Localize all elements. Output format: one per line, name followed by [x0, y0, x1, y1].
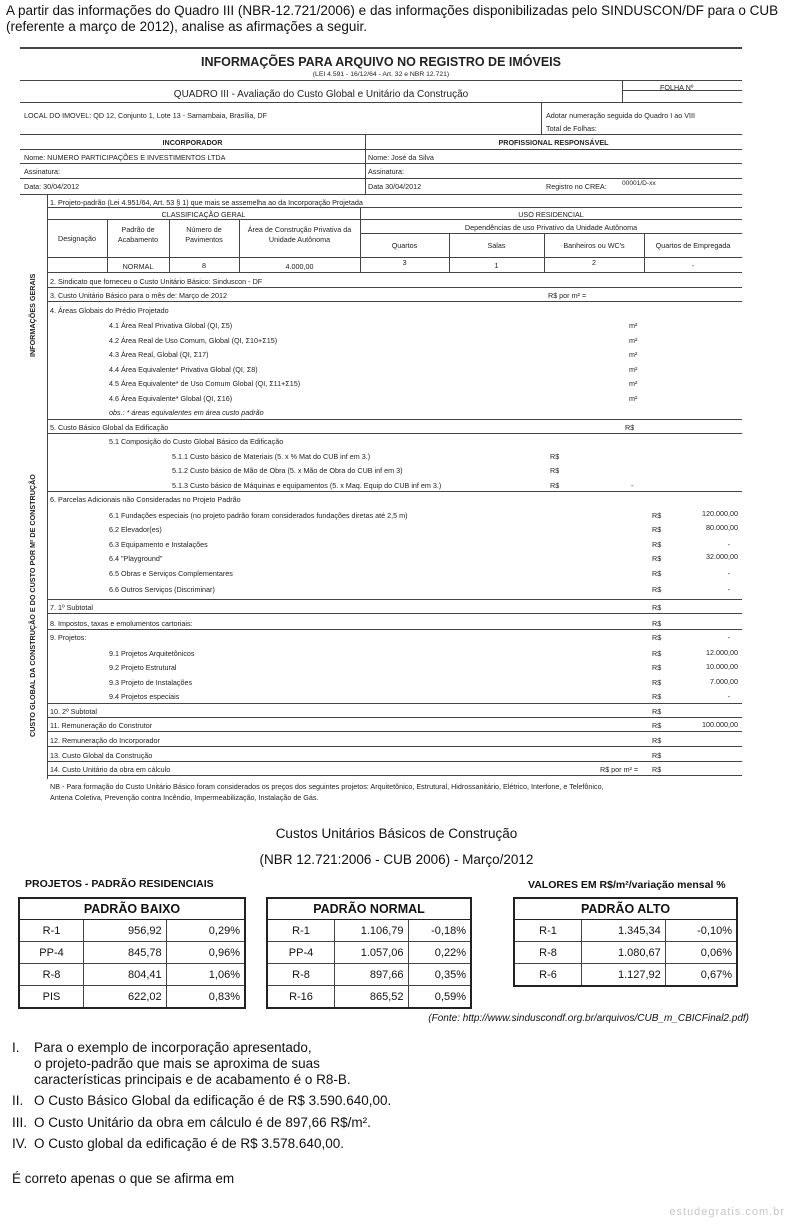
folha-label: FOLHA Nº [660, 83, 694, 92]
table-row [514, 920, 737, 942]
statement-line: Para o exemplo de incorporação apresentado, [34, 1040, 312, 1055]
m2-unit: m² [629, 321, 638, 330]
table-row [19, 964, 245, 986]
cub-cell: 622,02 [84, 986, 167, 1009]
cub-cell: 1.080,67 [582, 942, 666, 964]
col-salas: Salas [487, 241, 506, 250]
nome-profissional: Nome: José da Silva [368, 153, 434, 162]
data-profissional: Data 30/04/2012 [368, 182, 422, 191]
cub-cell: 804,41 [84, 964, 167, 986]
table-row [267, 964, 471, 986]
section-9: 9. Projetos: [50, 633, 87, 642]
dash: - [631, 481, 634, 490]
side-label-info: INFORMAÇÕES GERAIS [28, 273, 37, 357]
section-3: 3. Custo Unitário Básico para o mês de: Março de 2012 [50, 291, 227, 300]
area-4-5: 4.5 Área Equivalente* de Uso Comum Global (QI, Σ11+Σ15) [109, 379, 301, 388]
section-5-1: 5.1 Composição do Custo Global Básico da Edificação [109, 437, 284, 446]
rs-label: R$ [550, 466, 560, 475]
custo-5-1-3: 5.1.3 Custo básico de Máquinas e equipamentos (5. x Maq. Equip do CUB inf em 3.) [172, 481, 442, 490]
cub-cell: 1.345,34 [582, 920, 666, 942]
cub-cell: 845,78 [84, 942, 167, 964]
profissional-header: PROFISSIONAL RESPONSÁVEL [498, 138, 609, 147]
col-quartos: Quartos [391, 241, 418, 250]
table-row [19, 920, 245, 942]
statement-ii [12, 1093, 391, 1109]
statement-text: O Custo Unitário da obra em cálculo é de 897,66 R$/m². [34, 1115, 371, 1130]
cub-cell: 956,92 [84, 920, 167, 942]
table-row [267, 986, 471, 1009]
nb-note-2: Antena Coletiva, Prevenção contra Incêndio, Impermeabilização, Instalação de Gás. [50, 793, 319, 802]
rs-label: R$ [652, 585, 662, 594]
area-4-4: 4.4 Área Equivalente* Privativa Global (QI, Σ8) [109, 365, 258, 374]
statement-iv [12, 1136, 344, 1152]
statement-text: O Custo Básico Global da edificação é de R$ 3.590.640,00. [34, 1093, 392, 1108]
watermark: estudegratis.com.br [669, 1206, 785, 1218]
area-4-6: 4.6 Área Equivalente* Global (QI, Σ16) [109, 394, 233, 403]
projeto-9-4: 9.4 Projetos especiais [109, 692, 180, 701]
assinatura-incorporador: Assinatura: [24, 167, 60, 176]
adicional-6-5: 6.5 Obras e Serviços Complementares [109, 569, 233, 578]
table-row [514, 942, 737, 964]
rs-label: R$ [652, 633, 662, 642]
rs-label: R$ [652, 540, 662, 549]
section-14: 14. Custo Unitário da obra em cálculo [50, 765, 171, 774]
cub-table-baixo [18, 897, 246, 1009]
cub-table-alto [513, 897, 738, 987]
custo-5-1-1: 5.1.1 Custo básico de Materiais (5. x % Mat do CUB inf em 3.) [172, 452, 371, 461]
cub-right-caption: VALORES EM R$/m²/variação mensal % [528, 879, 726, 891]
cub-cell: 1.057,06 [335, 942, 409, 964]
quadro-iii-form [20, 44, 742, 809]
val-banheiros: 2 [592, 258, 596, 267]
rs-label: R$ [652, 554, 662, 563]
rs-label: R$ [652, 619, 662, 628]
rs-label: R$ [652, 649, 662, 658]
cub-cell: 0,59% [408, 986, 471, 1009]
col-designacao: Designação [58, 234, 96, 243]
rs-label: R$ [652, 603, 662, 612]
cub-left-caption: PROJETOS - PADRÃO RESIDENCIAIS [25, 878, 214, 890]
cub-table-normal [266, 897, 472, 1009]
assinatura-profissional: Assinatura: [368, 167, 404, 176]
section-8: 8. Impostos, taxas e emolumentos cartoriais: [50, 619, 193, 628]
section-2: 2. Sindicato que forneceu o Custo Unitário Básico: Sinduscon - DF [50, 277, 263, 286]
statement-line: características principais e de acabamento é o R8-B. [34, 1072, 351, 1087]
cub-cell: R-1 [514, 920, 582, 942]
col-padrao: Padrão de Acabamento [117, 225, 159, 244]
form-quadro: QUADRO III - Avaliação do Custo Global e Unitário da Construção [173, 89, 469, 100]
registro-crea-value: 00001/D-xx [622, 180, 656, 187]
m2-unit: m² [629, 394, 638, 403]
m2-unit: m² [629, 379, 638, 388]
dash: - [727, 633, 730, 642]
cub-cell: R-6 [514, 964, 582, 987]
cub-cell: 897,66 [335, 964, 409, 986]
val-empregada: - [691, 261, 695, 270]
section-11: 11. Remuneração do Construtor [50, 721, 153, 730]
section-12: 12. Remuneração do Incorporador [50, 736, 160, 745]
rs-label: R$ [652, 707, 662, 716]
valor-6-3: - [727, 540, 730, 549]
rs-label: R$ [652, 751, 662, 760]
statement-text: O Custo global da edificação é de R$ 3.578.640,00. [34, 1136, 344, 1151]
valor-6-4: 32.000,00 [706, 552, 738, 561]
cub-cell: R-1 [267, 920, 335, 942]
valor-6-5: - [727, 569, 730, 578]
cub-header-alto: PADRÃO ALTO [514, 898, 737, 920]
statement-iii [12, 1115, 371, 1131]
col-pavimentos: Número de Pavimentos [185, 225, 223, 244]
table-row [19, 986, 245, 1009]
section-6: 6. Parcelas Adicionais não Consideradas no Projeto Padrão [50, 495, 241, 504]
m2-unit: m² [629, 365, 638, 374]
col-area: Área de Construção Privativa da Unidade Autônoma [247, 225, 352, 244]
valor-6-2: 80.000,00 [706, 523, 738, 532]
section-5: 5. Custo Básico Global da Edificação [50, 423, 169, 432]
projeto-9-2: 9.2 Projeto Estrutural [109, 663, 177, 672]
dependencias: Dependências de uso Privativo da Unidade Autônoma [464, 223, 638, 232]
valor-9-4: - [727, 692, 730, 701]
form-title: INFORMAÇÕES PARA ARQUIVO NO REGISTRO DE IMÓVEIS [201, 55, 561, 69]
m2-unit: m² [629, 336, 638, 345]
cub-cell: 0,96% [166, 942, 245, 964]
val-area: 4.000,00 [285, 262, 314, 271]
cub-subtitle: (NBR 12.721:2006 - CUB 2006) - Março/2012 [259, 852, 534, 867]
adicional-6-6: 6.6 Outros Serviços (Discriminar) [109, 585, 215, 594]
projeto-9-3: 9.3 Projeto de Instalações [109, 678, 193, 687]
cub-cell: PP-4 [19, 942, 84, 964]
cub-cell: R-8 [267, 964, 335, 986]
statement-number: II. [12, 1093, 24, 1108]
table-row [514, 964, 737, 987]
custo-5-1-2: 5.1.2 Custo básico de Mão de Obra (5. x Mão de Obra do CUB inf em 3) [172, 466, 403, 475]
cub-cell: 0,67% [665, 964, 737, 987]
cub-cell: 0,06% [665, 942, 737, 964]
cub-cell: 0,83% [166, 986, 245, 1009]
valor-9-3: 7.000,00 [710, 677, 738, 686]
area-4-1: 4.1 Área Real Privativa Global (QI, Σ5) [109, 321, 233, 330]
section-7: 7. 1º Subtotal [50, 603, 93, 612]
adotar-numeracao: Adotar numeração seguida do Quadro I ao VIII [546, 111, 696, 120]
col-banheiros: Banheiros ou WC's [563, 241, 625, 250]
area-4-2: 4.2 Área Real de Uso Comum, Global (QI, Σ10+Σ15) [109, 336, 278, 345]
rs-label: R$ [550, 481, 560, 490]
incorporador-header: INCORPORADOR [162, 138, 223, 147]
nome-incorporador: Nome: NUMERO PARTICIPAÇÕES E INVESTIMENTOS LTDA [24, 153, 226, 162]
obs-areas: obs.: * áreas equivalentes em área custo padrão [109, 408, 264, 417]
valor-9-1: 12.000,00 [706, 648, 738, 657]
cub-cell: 1,06% [166, 964, 245, 986]
section-1: 1. Projeto-padrão (Lei 4.951/64, Art. 53 § 1) que mais se assemelha ao da Incorporação Projetada [50, 198, 363, 207]
cub-cell: 0,35% [408, 964, 471, 986]
adicional-6-3: 6.3 Equipamento e Instalações [109, 540, 208, 549]
table-row [267, 942, 471, 964]
rs-label: R$ [652, 511, 662, 520]
question-prompt: É correto apenas o que se afirma em [12, 1171, 235, 1186]
side-label-custo: CUSTO GLOBAL DA CONSTRUÇÃO E DO CUSTO POR M² DE CONSTRUÇÃO [28, 474, 37, 737]
statement-i [12, 1040, 351, 1088]
section-14-unit: R$ por m² = [600, 765, 639, 774]
valor-6-1: 120.000,00 [702, 509, 738, 518]
section-10: 10. 2º Subtotal [50, 707, 97, 716]
statement-number: I. [12, 1040, 20, 1055]
section-3-unit: R$ por m² = [548, 291, 587, 300]
adicional-6-4: 6.4 "Playground" [109, 554, 163, 563]
val-pavimentos: 8 [202, 261, 206, 270]
cub-cell: 865,52 [335, 986, 409, 1009]
val-salas: 1 [494, 261, 499, 270]
statement-line: o projeto-padrão que mais se aproxima de suas [34, 1056, 320, 1071]
rs-label: R$ [652, 663, 662, 672]
form-law: (LEI 4.591 - 16/12/64 - Art. 32 e NBR 12.721) [312, 71, 450, 78]
adicional-6-2: 6.2 Elevador(es) [109, 525, 162, 534]
rs-label: R$ [652, 692, 662, 701]
rs-label: R$ [652, 678, 662, 687]
cub-header-normal: PADRÃO NORMAL [267, 898, 471, 920]
uso-residencial: USO RESIDENCIAL [518, 210, 584, 219]
rs-label: R$ [550, 452, 560, 461]
data-incorporador: Data: 30/04/2012 [24, 182, 80, 191]
rs-label: R$ [652, 736, 662, 745]
rs-label: R$ [652, 569, 662, 578]
intro-text: A partir das informações do Quadro III (NBR-12.721/2006) e das informações disponibilizadas pelo SINDUSCON/DF para o CUB (referente a março de 2012), analise as afirmações a seguir. [6, 3, 779, 34]
cub-cell: PIS [19, 986, 84, 1009]
area-4-3: 4.3 Área Real, Global (QI, Σ17) [109, 350, 209, 359]
cub-cell: R-8 [514, 942, 582, 964]
m2-unit: m² [629, 350, 638, 359]
cub-cell: R-8 [19, 964, 84, 986]
classificacao-geral: CLASSIFICAÇÃO GERAL [161, 210, 246, 219]
cub-cell: R-1 [19, 920, 84, 942]
fonte-citation: (Fonte: http://www.sinduscondf.org.br/arquivos/CUB_m_CBICFinal2.pdf) [428, 1013, 749, 1024]
statement-number: III. [12, 1115, 28, 1130]
projeto-9-1: 9.1 Projetos Arquitetônicos [109, 649, 195, 658]
rs-label: R$ [652, 721, 662, 730]
val-padrao: NORMAL [122, 262, 154, 271]
section-5-rs: R$ [625, 423, 635, 432]
table-row [19, 942, 245, 964]
rs-label: R$ [652, 765, 662, 774]
adicional-6-1: 6.1 Fundações especiais (no projeto padrão foram considerados fundações diretas até 2,5 m) [109, 511, 408, 520]
col-empregada: Quartos de Empregada [655, 241, 731, 250]
registro-crea: Registro no CREA: [546, 182, 607, 191]
val-quartos: 3 [402, 258, 407, 267]
table-row [267, 920, 471, 942]
cub-cell: 1.106,79 [335, 920, 409, 942]
cub-cell: -0,18% [408, 920, 471, 942]
cub-cell: 0,22% [408, 942, 471, 964]
statement-number: IV. [12, 1136, 28, 1151]
section-4: 4. Áreas Globais do Prédio Projetado [50, 306, 169, 315]
cub-cell: R-16 [267, 986, 335, 1009]
cub-header-baixo: PADRÃO BAIXO [19, 898, 245, 920]
valor-11: 100.000,00 [702, 720, 738, 729]
cub-title: Custos Unitários Básicos de Construção [275, 826, 518, 841]
total-folhas: Total de Folhas: [546, 124, 597, 133]
local-imovel: LOCAL DO IMOVEL: QD 12, Conjunto 1, Lote 13 - Samambaia, Brasília, DF [24, 111, 268, 120]
cub-cell: PP-4 [267, 942, 335, 964]
valor-6-6: - [727, 585, 730, 594]
section-13: 13. Custo Global da Construção [50, 751, 153, 760]
valor-9-2: 10.000,00 [706, 662, 738, 671]
rs-label: R$ [652, 525, 662, 534]
cub-cell: 0,29% [166, 920, 245, 942]
nb-note-1: NB - Para formação do Custo Unitário Básico foram considerados os preços dos seguintes projetos: Arquitetônico, Estrutural, Hidrossanitário, Elétrico, Interfone, e Telefônico, [50, 782, 604, 791]
cub-cell: 1.127,92 [582, 964, 666, 987]
cub-cell: -0,10% [665, 920, 737, 942]
